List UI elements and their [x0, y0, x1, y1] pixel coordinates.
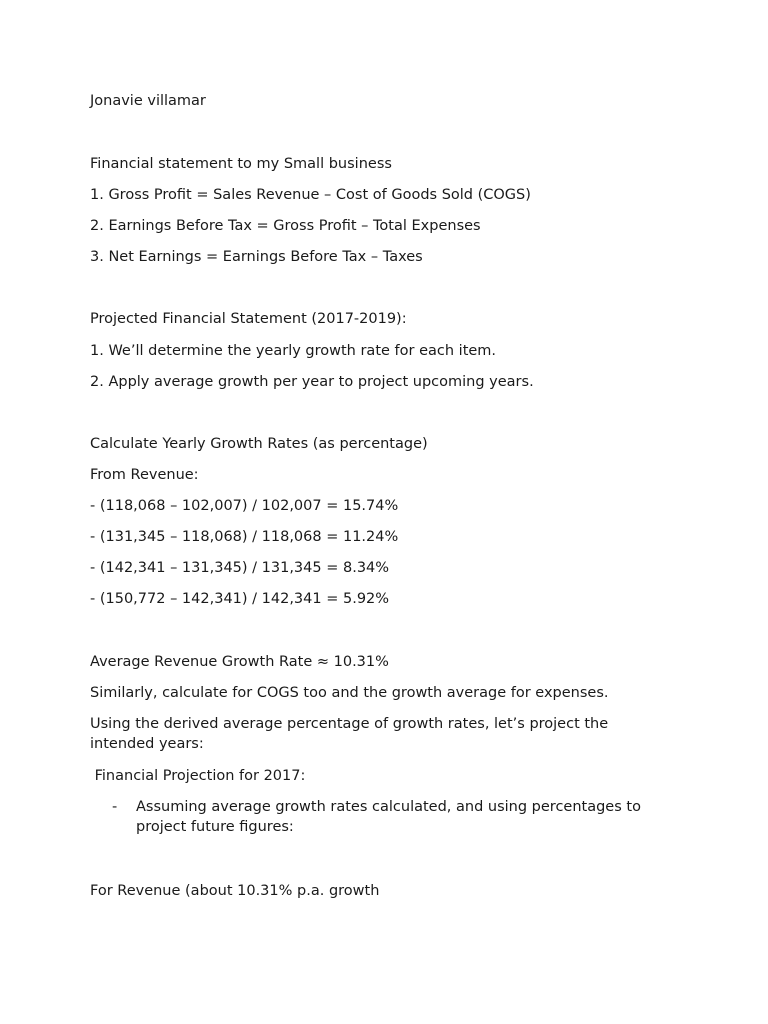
calculation-line: - (142,341 – 131,345) / 131,345 = 8.34%	[90, 560, 390, 576]
paragraph: Similarly, calculate for COGS too and the growth average for expenses.	[90, 685, 609, 701]
bullet-mark: -	[112, 799, 118, 815]
paragraph: For Revenue (about 10.31% p.a. growth	[90, 883, 380, 899]
section-heading: Calculate Yearly Growth Rates (as percentage)	[90, 436, 428, 452]
formula-line: 2. Earnings Before Tax = Gross Profit – Total Expenses	[90, 218, 481, 234]
formula-line: 3. Net Earnings = Earnings Before Tax – Taxes	[90, 249, 423, 265]
list-item: 2. Apply average growth per year to project upcoming years.	[90, 374, 534, 390]
paragraph: Using the derived average percentage of growth rates, let’s project the intended years:	[90, 716, 609, 752]
author-name: Jonavie villamar	[90, 93, 206, 109]
subheading: From Revenue:	[90, 467, 199, 483]
calculation-line: - (150,772 – 142,341) / 142,341 = 5.92%	[90, 591, 390, 607]
average-growth-line: Average Revenue Growth Rate ≈ 10.31%	[90, 654, 389, 670]
subheading: Financial Projection for 2017:	[90, 768, 306, 784]
section-heading: Projected Financial Statement (2017-2019):	[90, 311, 407, 327]
bullet-item	[112, 797, 672, 837]
list-item: 1. We’ll determine the yearly growth rate for each item.	[90, 343, 497, 359]
formula-line: 1. Gross Profit = Sales Revenue – Cost of Goods Sold (COGS)	[90, 187, 531, 203]
calculation-line: - (118,068 – 102,007) / 102,007 = 15.74%	[90, 498, 399, 514]
bullet-text: Assuming average growth rates calculated, and using percentages to project future figures:	[136, 799, 641, 835]
calculation-line: - (131,345 – 118,068) / 118,068 = 11.24%	[90, 529, 399, 545]
section-heading: Financial statement to my Small business	[90, 156, 392, 172]
